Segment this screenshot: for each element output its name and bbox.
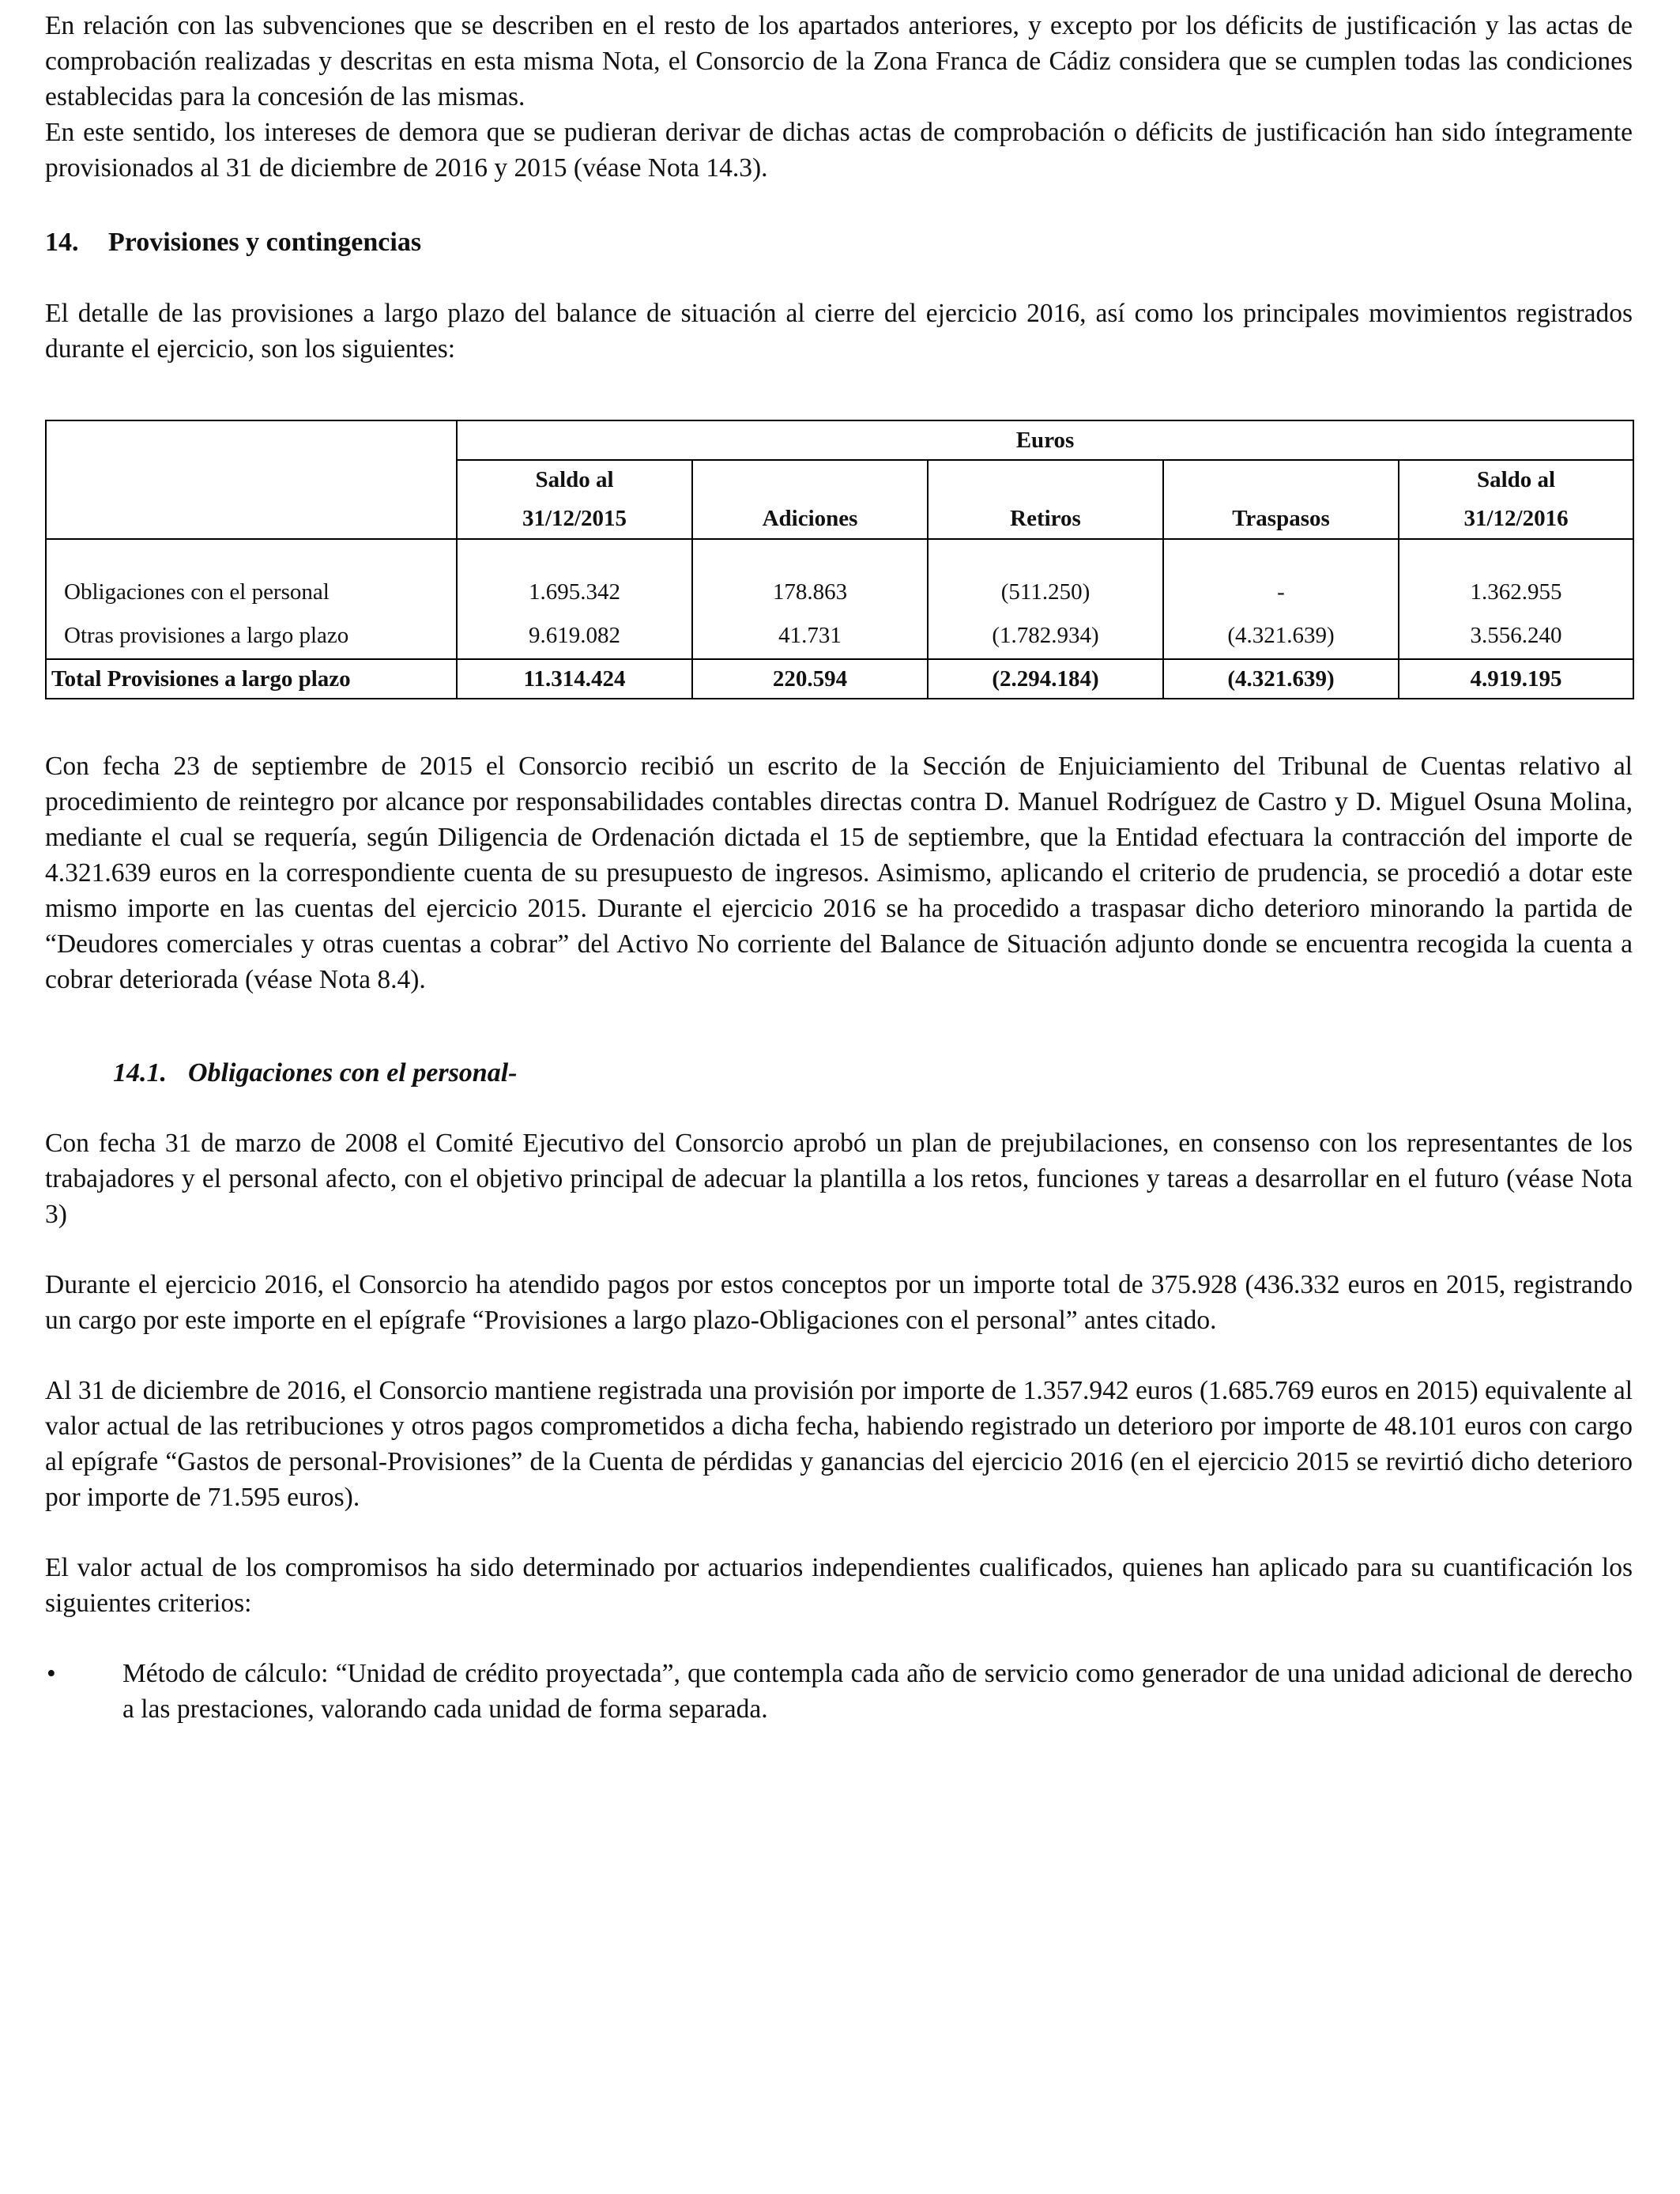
table-corner xyxy=(46,420,457,460)
subsection-title: Obligaciones con el personal- xyxy=(188,1058,518,1088)
total-saldo-2016: 4.919.195 xyxy=(1399,659,1633,699)
cell-retiros: (1.782.934) xyxy=(928,613,1163,659)
subsection-number: 14.1. xyxy=(113,1058,167,1088)
row-label: Otras provisiones a largo plazo xyxy=(46,613,457,659)
col-header-saldo-2015-top: Saldo al xyxy=(457,460,692,499)
bullet-dot-icon: • xyxy=(47,1659,56,1688)
cell-traspasos: - xyxy=(1163,571,1399,613)
table-row xyxy=(46,571,1633,613)
cell-adiciones: 41.731 xyxy=(692,613,928,659)
total-label: Total Provisiones a largo plazo xyxy=(46,659,457,699)
cell-retiros: (511.250) xyxy=(928,571,1163,613)
paragraph-pagos: Durante el ejercicio 2016, el Consorcio ha atendido pagos por estos conceptos por un importe total de 375.928 (436.332 euros en 2015, registrando un cargo por este importe en el epígrafe “Provisiones a largo plazo-Obligaciones con el personal” antes citado. xyxy=(45,1270,1633,1335)
table-header-currency: Euros xyxy=(457,420,1633,460)
total-adiciones: 220.594 xyxy=(692,659,928,699)
col-header-retiros: Retiros xyxy=(928,499,1163,539)
col-header-saldo-2016-top: Saldo al xyxy=(1399,460,1633,499)
paragraph-detalle: El detalle de las provisiones a largo plazo del balance de situación al cierre del ejercicio 2016, así como los principales movimientos registrados durante el ejercicio, son los siguientes: xyxy=(45,299,1633,364)
subsection-heading xyxy=(113,1055,1633,1091)
paragraph-valor-actual: El valor actual de los compromisos ha sido determinado por actuarios independientes cualificados, quienes han aplicado para su cuantificación los siguientes criterios: xyxy=(45,1553,1633,1618)
paragraph-intro-1: En relación con las subvenciones que se describen en el resto de los apartados anteriores, y excepto por los déficits de justificación y las actas de comprobación realizadas y descritas en esta misma Nota, el Consorcio de la Zona Franca de Cádiz considera que se cumplen todas las condiciones establecidas para la concesión de las mismas. xyxy=(45,11,1633,111)
total-traspasos: (4.321.639) xyxy=(1163,659,1399,699)
row-label: Obligaciones con el personal xyxy=(46,571,457,613)
cell-traspasos: (4.321.639) xyxy=(1163,613,1399,659)
provisions-table xyxy=(45,420,1634,699)
paragraph-escrito: Con fecha 23 de septiembre de 2015 el Consorcio recibió un escrito de la Sección de Enjuiciamiento del Tribunal de Cuentas relativo al procedimiento de reintegro por alcance por responsabilidades contables directas contra D. Manuel Rodríguez de Castro y D. Miguel Osuna Molina, mediante el cual se requería, según Diligencia de Ordenación dictada el 15 de septiembre, que la Entidad efectuara la contracción del importe de 4.321.639 euros en la correspondiente cuenta de su presupuesto de ingresos. Asimismo, aplicando el criterio de prudencia, se procedió a dotar este mismo importe en las cuentas del ejercicio 2015. Durante el ejercicio 2016 se ha procedido a traspasar dicho deterioro minorando la partida de “Deudores comerciales y otras cuentas a cobrar” del Activo No corriente del Balance de Situación adjunto donde se encuentra recogida la cuenta a cobrar deteriorada (véase Nota 8.4). xyxy=(45,752,1633,994)
paragraph-intro-2: En este sentido, los intereses de demora que se pudieran derivar de dichas actas de comprobación o déficits de justificación han sido íntegramente provisionados al 31 de diciembre de 2016 y 2015 (véase Nota 14.3). xyxy=(45,118,1633,183)
table-row xyxy=(46,613,1633,659)
document-page xyxy=(45,8,1633,1727)
table-total-row xyxy=(46,659,1633,699)
paragraph-provision: Al 31 de diciembre de 2016, el Consorcio mantiene registrada una provisión por importe de 1.357.942 euros (1.685.769 euros en 2015) equivalente al valor actual de las retribuciones y otros pagos comprometidos a dicha fecha, habiendo registrado un deterioro por importe de 48.101 euros con cargo al epígrafe “Gastos de personal-Provisiones” de la Cuenta de pérdidas y ganancias del ejercicio 2016 (en el ejercicio 2015 se revirtió dicho deterioro por importe de 71.595 euros). xyxy=(45,1376,1633,1512)
cell-saldo-2015: 1.695.342 xyxy=(457,571,692,613)
col-header-saldo-2015-bottom: 31/12/2015 xyxy=(457,499,692,539)
section-number: 14. xyxy=(45,228,79,257)
total-retiros: (2.294.184) xyxy=(928,659,1163,699)
bullet-text: Método de cálculo: “Unidad de crédito proyectada”, que contempla cada año de servicio como generador de una unidad adicional de derecho a las prestaciones, valorando cada unidad de forma separada. xyxy=(122,1659,1633,1724)
bullet-item xyxy=(45,1656,1633,1727)
section-heading xyxy=(45,224,1633,260)
col-header-traspasos: Traspasos xyxy=(1163,499,1399,539)
cell-saldo-2016: 3.556.240 xyxy=(1399,613,1633,659)
section-title: Provisiones y contingencias xyxy=(108,228,422,257)
cell-adiciones: 178.863 xyxy=(692,571,928,613)
paragraph-prejubilaciones: Con fecha 31 de marzo de 2008 el Comité Ejecutivo del Consorcio aprobó un plan de prejubilaciones, en consenso con los representantes de los trabajadores y el personal afecto, con el objetivo principal de adecuar la plantilla a los retos, funciones y tareas a desarrollar en el futuro (véase Nota 3) xyxy=(45,1129,1633,1229)
col-header-saldo-2016-bottom: 31/12/2016 xyxy=(1399,499,1633,539)
cell-saldo-2015: 9.619.082 xyxy=(457,613,692,659)
cell-saldo-2016: 1.362.955 xyxy=(1399,571,1633,613)
total-saldo-2015: 11.314.424 xyxy=(457,659,692,699)
col-header-adiciones: Adiciones xyxy=(692,499,928,539)
